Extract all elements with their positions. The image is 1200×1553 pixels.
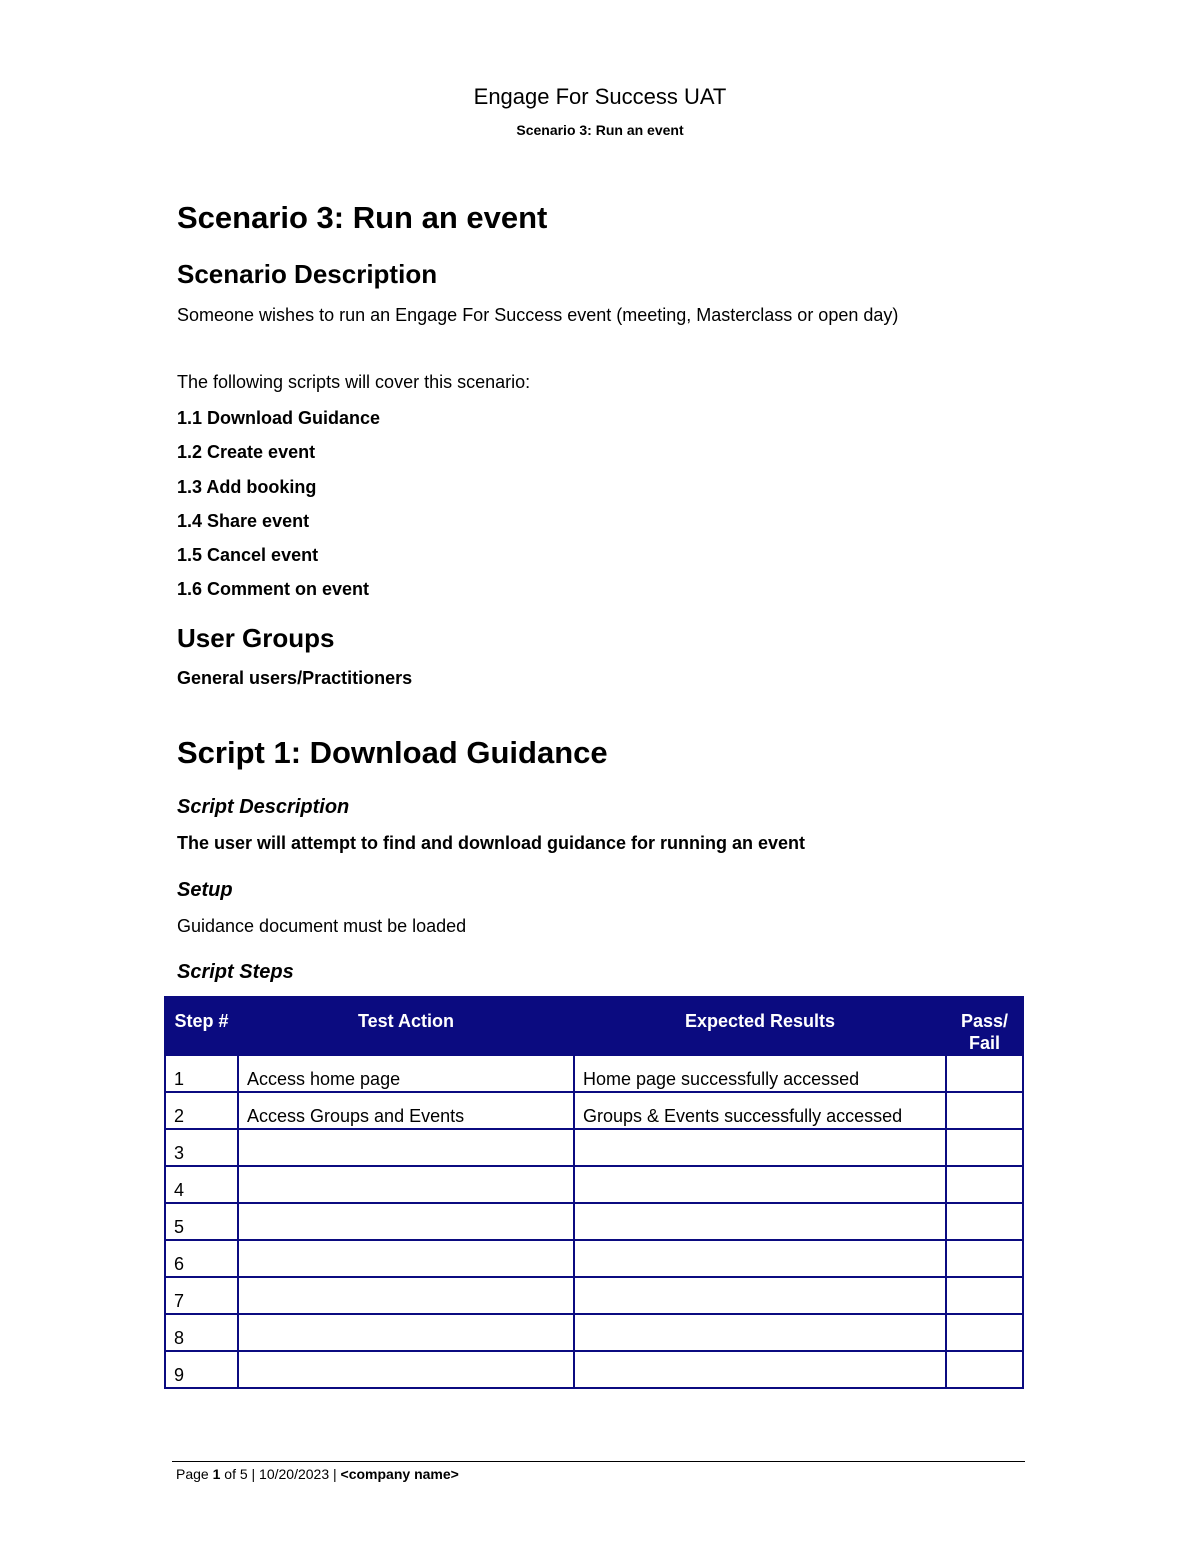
list-item: 1.5 Cancel event — [177, 545, 319, 566]
table-header-row — [165, 997, 1023, 1055]
list-item: 1.2 Create event — [177, 442, 316, 463]
list-item: 1.4 Share event — [177, 510, 310, 531]
footer-page-label: Page — [176, 1466, 209, 1482]
page-footer — [176, 1466, 459, 1482]
cell-test-action — [238, 1351, 574, 1388]
cell-test-action — [238, 1203, 574, 1240]
user-groups-heading: User Groups — [177, 623, 335, 653]
page-header-subtitle: Scenario 3: Run an event — [516, 122, 684, 138]
cell-step: 1 — [165, 1055, 238, 1092]
cell-pass-fail — [946, 1314, 1023, 1351]
table-row — [165, 1166, 1023, 1203]
cell-test-action: Access Groups and Events — [238, 1092, 574, 1129]
scripts-intro: The following scripts will cover this scenario: — [177, 372, 531, 392]
cell-expected-results — [574, 1203, 946, 1240]
script-list — [177, 404, 380, 610]
cell-test-action — [238, 1314, 574, 1351]
cell-expected-results — [574, 1129, 946, 1166]
cell-test-action — [238, 1129, 574, 1166]
cell-expected-results — [574, 1240, 946, 1277]
footer-company-name: <company name> — [340, 1466, 459, 1482]
cell-step: 3 — [165, 1129, 238, 1166]
cell-pass-fail — [946, 1092, 1023, 1129]
user-groups-value: General users/Practitioners — [177, 668, 413, 688]
cell-pass-fail — [946, 1203, 1023, 1240]
header-pass-fail: Pass/ Fail — [946, 997, 1023, 1055]
scenario-description: Someone wishes to run an Engage For Success event (meeting, Masterclass or open day) — [177, 305, 899, 325]
cell-test-action: Access home page — [238, 1055, 574, 1092]
setup-text: Guidance document must be loaded — [177, 916, 467, 936]
table-row — [165, 1092, 1023, 1129]
cell-pass-fail — [946, 1351, 1023, 1388]
cell-step: 8 — [165, 1314, 238, 1351]
footer-divider — [172, 1461, 1025, 1462]
cell-expected-results — [574, 1314, 946, 1351]
cell-test-action — [238, 1277, 574, 1314]
script1-title: Script 1: Download Guidance — [177, 735, 608, 770]
table-row — [165, 1277, 1023, 1314]
table-row — [165, 1203, 1023, 1240]
setup-heading: Setup — [177, 879, 233, 901]
cell-step: 4 — [165, 1166, 238, 1203]
scenario-title: Scenario 3: Run an event — [177, 200, 548, 235]
cell-expected-results — [574, 1166, 946, 1203]
cell-step: 7 — [165, 1277, 238, 1314]
header-step: Step # — [165, 997, 238, 1055]
cell-step: 5 — [165, 1203, 238, 1240]
cell-expected-results: Home page successfully accessed — [574, 1055, 946, 1092]
page-header-title: Engage For Success UAT — [473, 84, 727, 109]
cell-pass-fail — [946, 1277, 1023, 1314]
script-steps-heading: Script Steps — [177, 961, 294, 983]
list-item: 1.6 Comment on event — [177, 579, 370, 600]
cell-expected-results: Groups & Events successfully accessed — [574, 1092, 946, 1129]
cell-pass-fail — [946, 1055, 1023, 1092]
cell-pass-fail — [946, 1240, 1023, 1277]
footer-page-info: of 5 | 10/20/2023 | — [224, 1466, 337, 1482]
table-row — [165, 1055, 1023, 1092]
table-row — [165, 1314, 1023, 1351]
cell-step: 9 — [165, 1351, 238, 1388]
cell-step: 2 — [165, 1092, 238, 1129]
cell-test-action — [238, 1240, 574, 1277]
script-steps-table — [164, 996, 1024, 1389]
script-description: The user will attempt to find and download guidance for running an event — [177, 833, 806, 853]
list-item: 1.1 Download Guidance — [177, 408, 381, 428]
list-item: 1.3 Add booking — [177, 476, 317, 497]
cell-step: 6 — [165, 1240, 238, 1277]
scenario-description-heading: Scenario Description — [177, 259, 438, 289]
script-description-heading: Script Description — [177, 796, 350, 818]
cell-expected-results — [574, 1351, 946, 1388]
table-row — [165, 1351, 1023, 1388]
table-row — [165, 1129, 1023, 1166]
cell-test-action — [238, 1166, 574, 1203]
table-row — [165, 1240, 1023, 1277]
header-expected-results: Expected Results — [574, 997, 946, 1055]
cell-expected-results — [574, 1277, 946, 1314]
header-test-action: Test Action — [238, 997, 574, 1055]
cell-pass-fail — [946, 1166, 1023, 1203]
cell-pass-fail — [946, 1129, 1023, 1166]
footer-page-number: 1 — [212, 1466, 221, 1482]
